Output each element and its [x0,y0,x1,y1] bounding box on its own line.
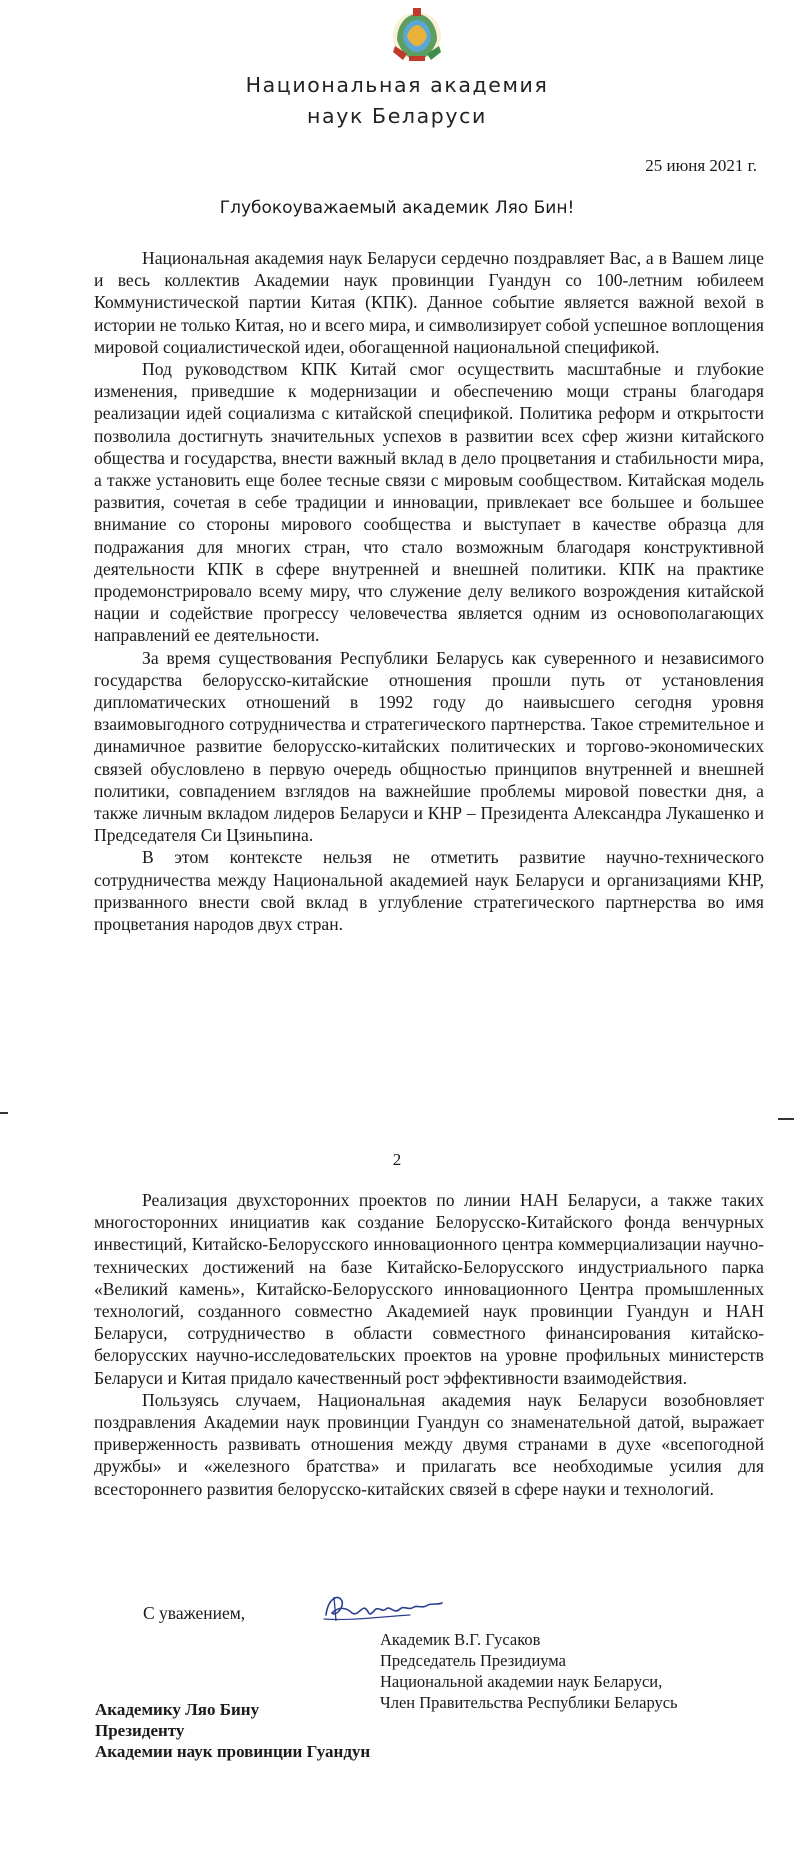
paragraph: Реализация двухсторонних проектов по линии НАН Беларуси, а также таких многосторонних инициатив как создание Белорусско-Китайского фонда венчурных инвестиций, Китайско-Белорусского инновационного центра коммерциализации научно-технических достижений на базе Китайско-Белорусского индустриального парка «Великий камень», Китайско-Белорусского инновационного Центра промышленных технологий, созданного совместно Академией наук провинции Гуандун и НАН Беларуси, сотрудничество в области совместного финансирования китайско-белорусских научно-исследовательских проектов на уровне профильных министерств Беларуси и Китая придало качественный рост эффективности взаимодействия. [94,1190,764,1388]
page-number: 2 [392,1150,402,1169]
letter-body-page1 [94,247,764,935]
paragraph: Под руководством КПК Китай смог осуществить масштабные и глубокие изменения, приведшие к модернизации и обеспечению мощи страны благодаря реализации идей социализма с китайской спецификой. Политика реформ и открытости позволила достигнуть значительных успехов в развитии всех сфер жизни китайского общества и государства, внести важный вклад в дело процветания и стабильности мира, а также установить еще более тесные связи с мировым сообществом. Китайская модель развития, сочетая в себе традиции и инновации, привлекает все большее и большее внимание со стороны мирового сообщества и выступает в качестве образца для подражания для многих стран, что стало возможным благодаря конструктивной деятельности КПК в сфере внутренней и внешней политики. КПК на практике продемонстрировало всему миру, что служение делу великого возрождения китайской нации и содействие прогрессу человечества является одним из основополагающих направлений ее деятельности. [94,359,764,646]
letter-page-2 [0,1100,794,1870]
paragraph: Национальная академия наук Беларуси сердечно поздравляет Вас, а в Вашем лице и весь коллектив Академии наук провинции Гуандун со 100-летним юбилеем Коммунистической партии Китая (КПК). Данное событие является важной вехой в истории не только Китая, но и всего мира, и символизирует собой успешное воплощения мировой социалистической идеи, обогащенной национальной спецификой. [94,248,764,357]
letter-body-page2 [94,1189,764,1500]
handwritten-signature [318,1587,446,1629]
paragraph: В этом контексте нельзя не отметить развитие научно-технического сотрудничества между Национальной академией наук Беларуси и организациями КНР, призванного внести свой вклад в углубление стратегического партнерства во имя процветания народов двух стран. [94,847,764,935]
salutation: Глубокоуважаемый академик Ляо Бин! [219,198,575,218]
signer-position: Национальной академии наук Беларуси, [380,1672,663,1691]
organization-name-line2: наук Беларуси [307,104,487,128]
signer-block [380,1629,678,1713]
signer-name: Академик В.Г. Гусаков [380,1630,541,1649]
closing-phrase: С уважением, [143,1603,246,1623]
belarus-emblem-icon [389,6,445,64]
addressee-name: Академику Ляо Бину [95,1700,260,1719]
letter-date: 25 июня 2021 г. [645,156,757,175]
signer-position: Член Правительства Республики Беларусь [380,1693,678,1712]
addressee-block [95,1699,370,1762]
addressee-organization: Академии наук провинции Гуандун [95,1742,371,1761]
organization-name-line1: Национальная академия [245,73,549,97]
paragraph: За время существования Республики Беларусь как суверенного и независимого государства белорусско-китайские отношения прошли путь от установления дипломатических отношений в 1992 году до наивысшего сегодня уровня взаимовыгодного сотрудничества и стратегического партнерства. Такое стремительное и динамичное развитие белорусско-китайских политических и торгово-экономических связей обусловлено в первую очередь общностью принципов внутренней и внешней политики, совпадением взглядов на важнейшие проблемы мировой повестки дня, а также личным вкладом лидеров Беларуси и КНР – Президента Александра Лукашенко и Председателя Си Цзиньпина. [94,647,764,846]
paragraph: Пользуясь случаем, Национальная академия наук Беларуси возобновляет поздравления Академии наук провинции Гуандун со знаменательной датой, выражает приверженность развивать отношения между двумя странами в духе «всепогодной дружбы» и «железного братства» и прилагать все необходимые усилия для всестороннего развития белорусско-китайских связей в сфере науки и технологий. [94,1389,764,1499]
signer-position: Председатель Президиума [380,1651,566,1670]
addressee-title: Президенту [95,1721,185,1740]
